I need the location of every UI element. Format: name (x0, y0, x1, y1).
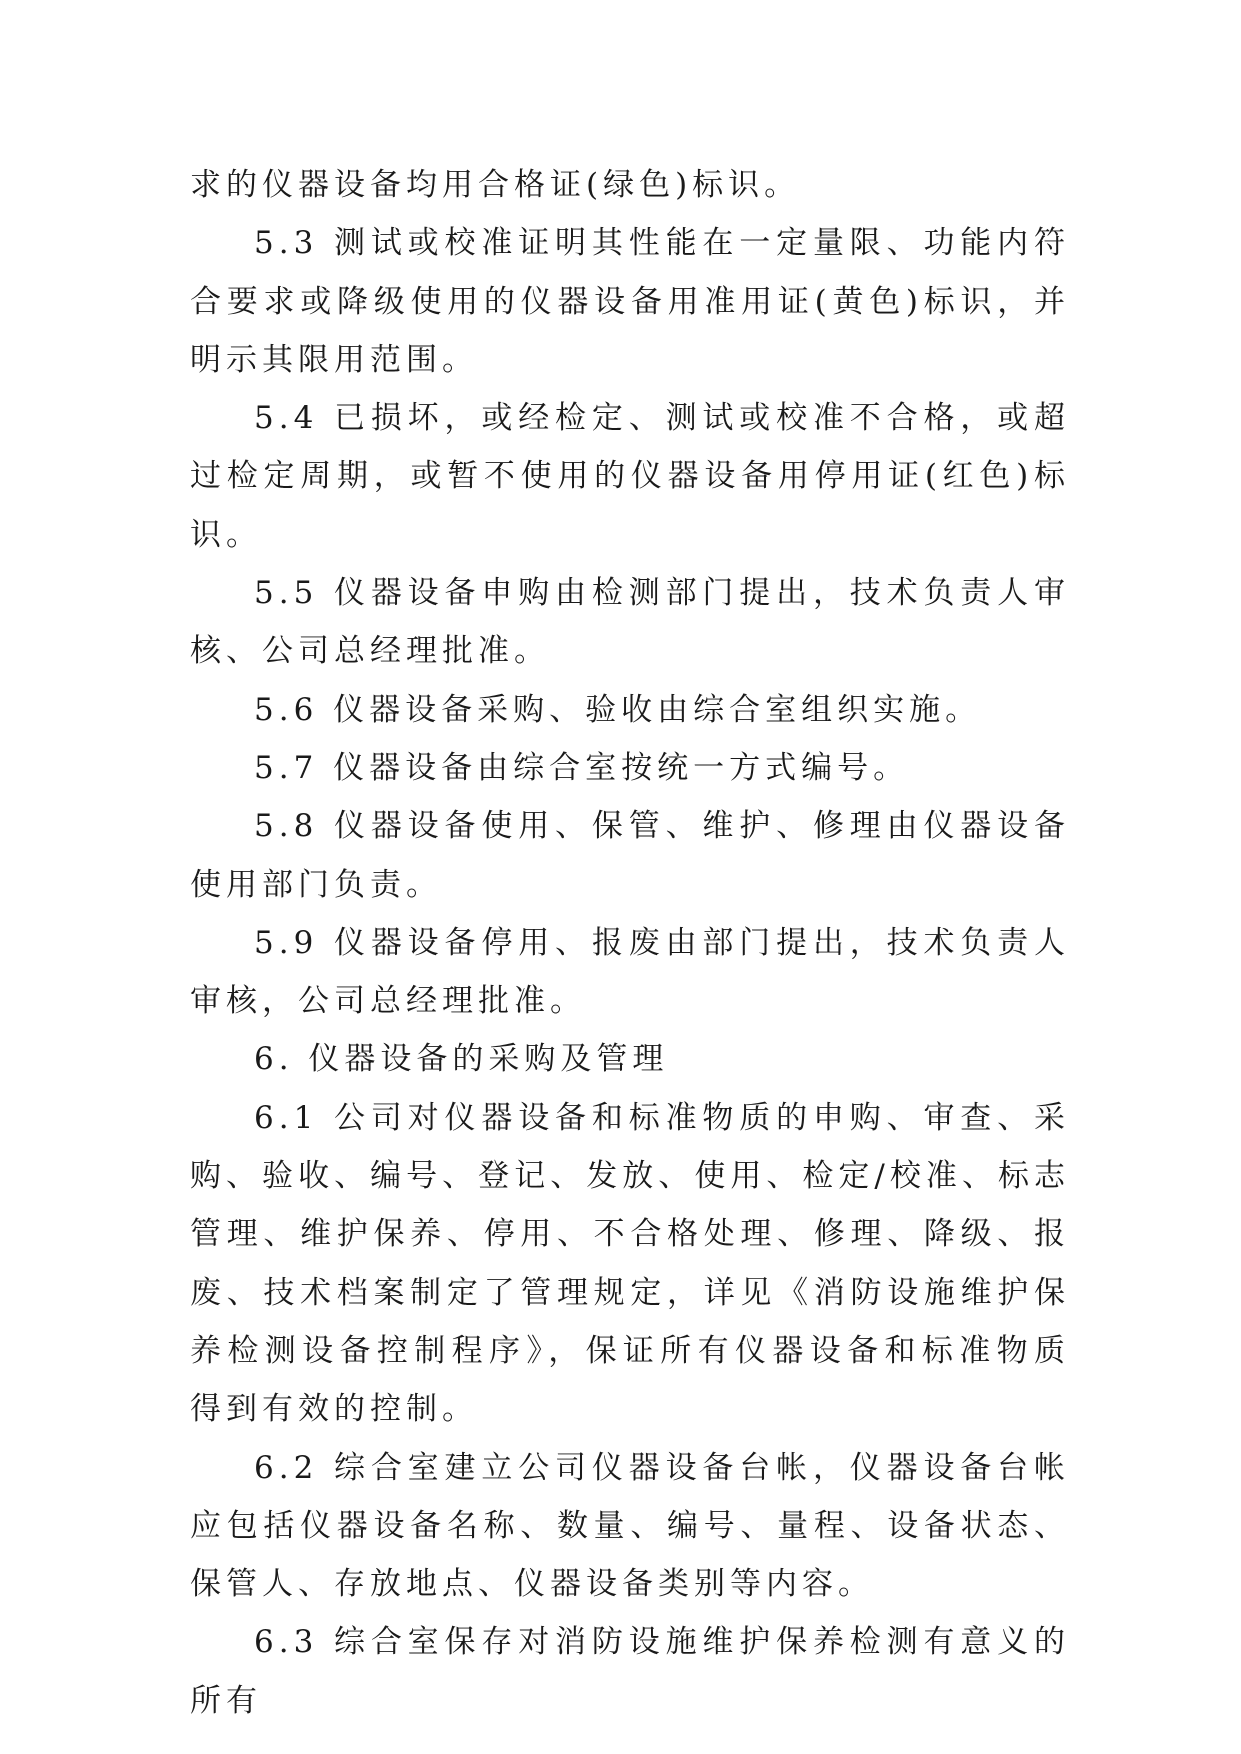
section-heading-6: 6. 仪器设备的采购及管理 (254, 1041, 669, 1078)
paragraph-5-9: 5.9 仪器设备停用、报废由部门提出，技术负责人审核，公司总经理批准。 (190, 924, 1070, 1020)
paragraph-continued: 求的仪器设备均用合格证(绿色)标识。 (190, 167, 801, 203)
paragraph-6-2: 6.2 综合室建立公司仪器设备台帐，仪器设备台帐应包括仪器设备名称、数量、编号、量程、设备状态、保管人、存放地点、仪器设备类别等内容。 (190, 1449, 1070, 1603)
paragraph-5-6: 5.6 仪器设备采购、验收由综合室组织实施。 (254, 691, 982, 728)
paragraph-5-8: 5.8 仪器设备使用、保管、维护、修理由仪器设备使用部门负责。 (190, 808, 1070, 903)
paragraph-6-1: 6.1 公司对仪器设备和标准物质的申购、审查、采购、验收、编号、登记、发放、使用、检定/校准、标志管理、维护保养、停用、不合格处理、修理、降级、报废、技术档案制定了管理规定，详见《消防设施维护保养检测设备控制程序》，保证所有仪器设备和标准物质得到有效的控制。 (190, 1099, 1070, 1428)
paragraph-6-3: 6.3 综合室保存对消防设施维护保养检测有意义的所有 (190, 1624, 1070, 1719)
paragraph-5-4: 5.4 已损坏，或经检定、测试或校准不合格，或超过检定周期，或暂不使用的仪器设备用停用证(红色)标识。 (190, 400, 1070, 553)
document-body (190, 156, 1070, 1730)
paragraph-5-5: 5.5 仪器设备申购由检测部门提出，技术负责人审核、公司总经理批准。 (190, 575, 1070, 670)
paragraph-5-3: 5.3 测试或校准证明其性能在一定量限、功能内符合要求或降级使用的仪器设备用准用证(黄色)标识，并明示其限用范围。 (190, 225, 1070, 378)
paragraph-5-7: 5.7 仪器设备由综合室按统一方式编号。 (254, 749, 910, 786)
